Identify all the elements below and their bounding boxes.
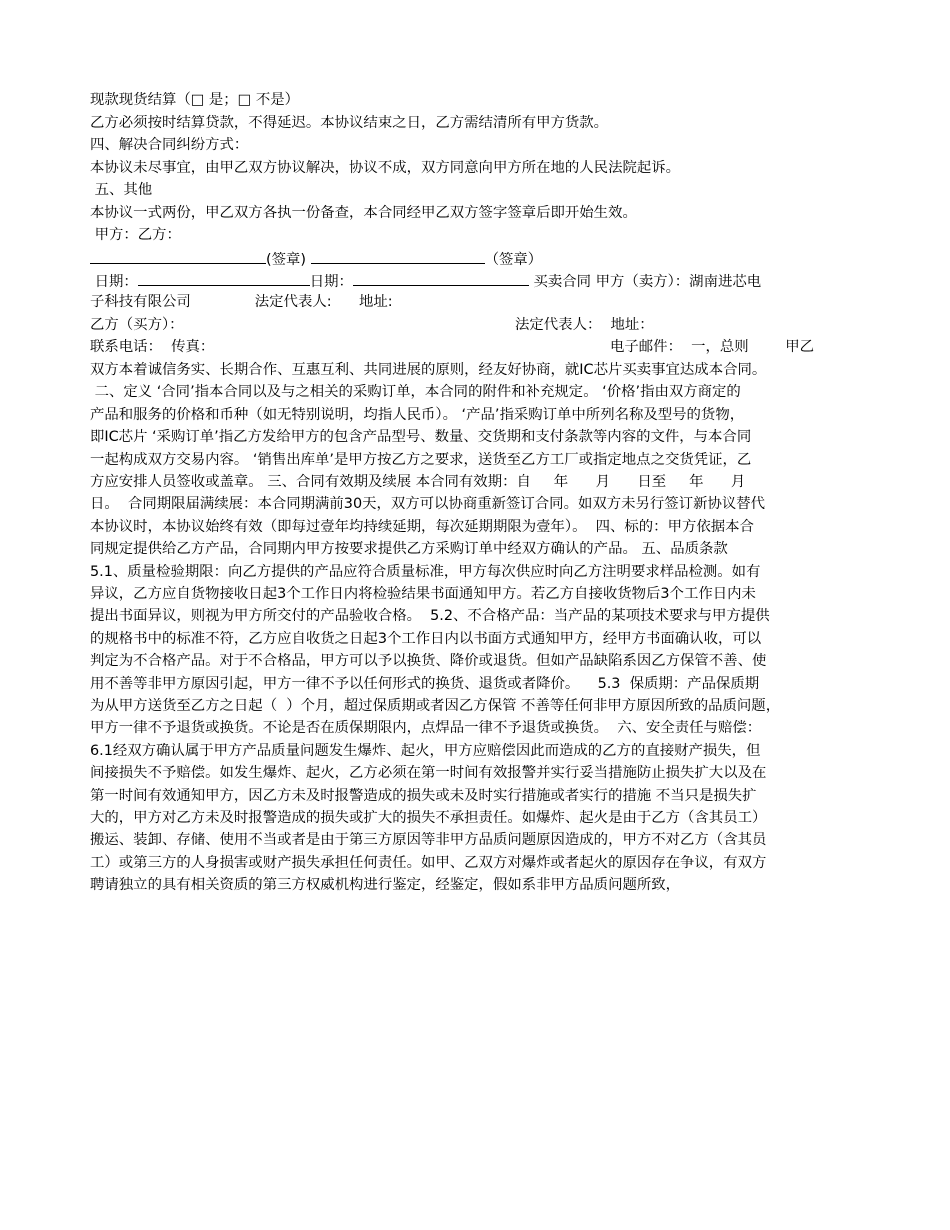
party-b-seal-blank bbox=[311, 248, 485, 264]
signature-seal-line bbox=[90, 248, 542, 268]
party-a-date-label: 日期： bbox=[90, 274, 138, 290]
body-line: 双方本着诚信务实、长期合作、互惠互利、共同进展的原则，经友好协商，就IC芯片买卖事宜达成本合同。 bbox=[90, 362, 767, 378]
body-line: 本协议时，本协议始终有效（即每过壹年均持续延期，每次延期期限为壹年）。 四、标的：甲方依据本合 bbox=[90, 518, 754, 535]
party-b-seal-label: （签章） bbox=[484, 252, 543, 268]
party-a-date-blank bbox=[138, 270, 310, 286]
party-b-date-blank bbox=[353, 270, 529, 286]
body-line: 聘请独立的具有相关资质的第三方权威机构进行鉴定，经鉴定，假如系非甲方品质问题所致， bbox=[90, 877, 681, 894]
body-line: 日。 合同期限届满续展：本合同期满前30天，双方可以协商重新签订合同。如双方未另行签订新协议替代 bbox=[90, 496, 766, 513]
contact-email-general: 电子邮件： 一，总则 甲乙 bbox=[610, 339, 815, 355]
body-line: 同规定提供给乙方产品，合同期内甲方按要求提供乙方采购订单中经双方确认的产品。 五、品质条款 bbox=[90, 541, 728, 558]
payment-settlement-text: 乙方必须按时结算贷款，不得延迟。本协议结束之日，乙方需结清所有甲方货款。 bbox=[90, 115, 609, 131]
contract-title-seller: 买卖合同 甲方（卖方）：湖南进芯电 bbox=[528, 274, 762, 290]
body-line: 判定为不合格产品。对于不合格品，甲方可以予以换货、降价或退货。但如产品缺陷系因乙方保管不善、使 bbox=[90, 653, 767, 670]
contact-phone-fax: 联系电话： 传真： bbox=[90, 339, 215, 355]
body-line: 间接损失不予赔偿。如发生爆炸、起火，乙方必须在第一时间有效报警并实行妥当措施防止损失扩大以及在 bbox=[90, 765, 767, 782]
payment-option-line: 现款现货结算（□ 是；□ 不是） bbox=[90, 92, 300, 108]
body-line: 大的，甲方对乙方未及时报警造成的损失或扩大的损失不承担责任。如爆炸、起火是由于乙方（含其员工） bbox=[90, 810, 767, 826]
body-line: 提出书面异议，则视为甲方所交付的产品验收合格。 5.2、不合格产品：当产品的某项技术要求与甲方提供 bbox=[90, 608, 770, 625]
body-line: 方应安排人员签收或盖章。 三、合同有效期及续展 本合同有效期：自 年 月 日至 年 月 bbox=[90, 474, 746, 490]
body-line: 甲方一律不予退货或换货。不论是否在质保期限内，点焊品一律不予退货或换货。 六、安全责任与赔偿： bbox=[90, 720, 762, 737]
body-line: 搬运、装卸、存储、使用不当或者是由于第三方原因等非甲方品质问题原因造成的，甲方不对乙方（含其员 bbox=[90, 832, 767, 849]
body-line: 为从甲方送货至乙方之日起（ ）个月，超过保质期或者因乙方保管 不善等任何非甲方原因所致的品质问题， bbox=[90, 698, 781, 714]
seller-company-line: 子科技有限公司 法定代表人: 地址: bbox=[90, 294, 393, 310]
body-line: 的规格书中的标准不符，乙方应自收货之日起3个工作日内以书面方式通知甲方，经甲方书面确认收，可以 bbox=[90, 630, 762, 647]
signature-parties: 甲方：乙方： bbox=[90, 227, 181, 243]
body-line: 用不善等非甲方原因引起，甲方一律不予以任何形式的换货、退货或者降价。 5.3 保质期：产品保质期 bbox=[90, 675, 760, 692]
body-line: 第一时间有效通知甲方，因乙方未及时报警造成的损失或未及时实行措施或者实行的措施 不当只是损失扩 bbox=[90, 787, 757, 804]
party-a-seal-label: (签章) bbox=[266, 252, 307, 268]
dispute-body: 本协议未尽事宜，由甲乙双方协议解决，协议不成，双方同意向甲方所在地的人民法院起诉。 bbox=[90, 160, 681, 176]
body-line: 产品和服务的价格和币种（如无特别说明，均指人民币）。 ‘产品’指采购订单中所列名称及型号的货物， bbox=[90, 406, 745, 423]
other-heading: 五、其他 bbox=[90, 182, 153, 198]
party-b-date-label: 日期： bbox=[309, 274, 353, 290]
body-line: 一起构成双方交易内容。 ‘销售出库单’是甲方按乙方之要求，送货至乙方工厂或指定地点之交货凭证，乙 bbox=[90, 451, 752, 468]
body-line: 即IC芯片 ‘采购订单’指乙方发给甲方的包含产品型号、数量、交货期和支付条款等内容的文件，与本合同 bbox=[90, 429, 752, 446]
body-line: 6.1经双方确认属于甲方产品质量问题发生爆炸、起火，甲方应赔偿因此而造成的乙方的直接财产损失，但 bbox=[90, 742, 761, 759]
buyer-label: 乙方（买方）： bbox=[90, 317, 184, 333]
party-a-seal-blank bbox=[90, 248, 266, 264]
body-line: 5.1、质量检验期限：向乙方提供的产品应符合质量标准，甲方每次供应时向乙方注明要求样品检测。如有 bbox=[90, 563, 761, 580]
buyer-representative-label: 法定代表人： 地址： bbox=[515, 317, 654, 333]
body-line: 二、定义 ‘合同’指本合同以及与之相关的采购订单，本合同的附件和补充规定。 ‘价格’指由双方商定的 bbox=[90, 384, 741, 401]
body-line: 工）或第三方的人身损害或财产损失承担任何责任。如甲、乙双方对爆炸或者起火的原因存在争议，有双方 bbox=[90, 854, 767, 871]
signature-date-line bbox=[90, 270, 761, 290]
dispute-heading: 四、解决合同纠纷方式： bbox=[90, 137, 249, 153]
body-line: 异议，乙方应自货物接收日起3个工作日内将检验结果书面通知甲方。若乙方自接收货物后3个工作日内未 bbox=[90, 586, 756, 602]
other-body: 本协议一式两份，甲乙双方各执一份备查，本合同经甲乙双方签字签章后即开始生效。 bbox=[90, 205, 637, 221]
